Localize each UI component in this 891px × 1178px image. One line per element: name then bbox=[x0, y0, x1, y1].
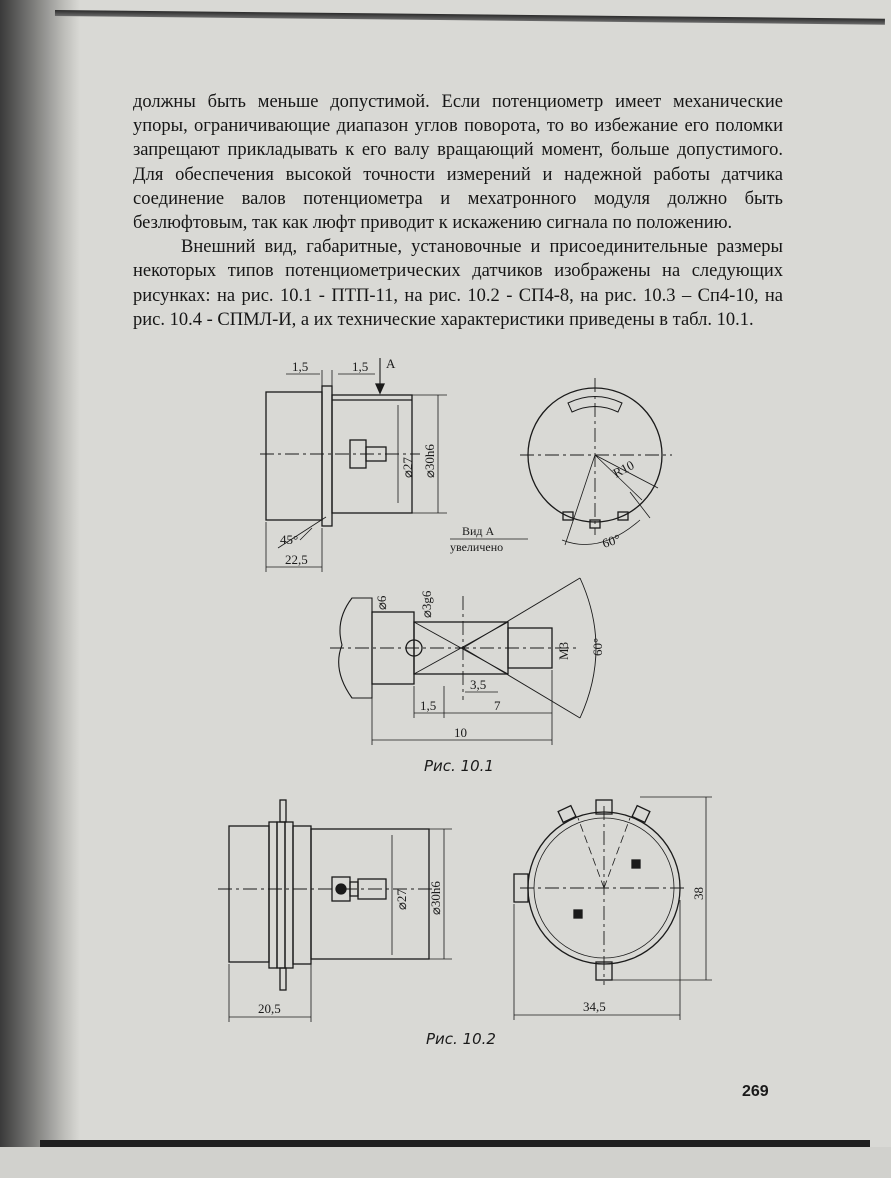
fig1-dia27: ⌀27 bbox=[400, 457, 415, 478]
figure-2-caption: Рис. 10.2 bbox=[426, 1030, 496, 1048]
fig1-dim-15: 1,5 bbox=[420, 698, 437, 713]
fig1-thread: M3 bbox=[556, 641, 571, 660]
fig1-dim-2: 1,5 bbox=[352, 359, 369, 374]
fig2-length: 20,5 bbox=[258, 1001, 281, 1016]
fig1-view-label-2: увеличено bbox=[450, 540, 504, 554]
fig1-dim-35: 3,5 bbox=[470, 677, 487, 692]
fig1-view-arrow-label: А bbox=[386, 356, 396, 371]
fig2-front-view bbox=[514, 797, 712, 1020]
fig1-dim-10: 10 bbox=[454, 725, 467, 740]
fig2-width: 34,5 bbox=[583, 999, 606, 1014]
fig1-view-label-1: Вид А bbox=[462, 524, 495, 538]
fig1-length: 22,5 bbox=[285, 552, 308, 567]
fig1-chamfer: 45° bbox=[280, 532, 299, 547]
page-number: 269 bbox=[742, 1083, 769, 1100]
fig2-dia30: ⌀30h6 bbox=[428, 881, 443, 915]
fig2-dia27: ⌀27 bbox=[394, 889, 409, 910]
fig1-angle2: 60° bbox=[590, 637, 605, 656]
fig1-angle: 60° bbox=[600, 530, 623, 551]
paragraph-1: должны быть меньше допустимой. Если потенциометр имеет механические упоры, ограничивающие диапазон углов поворота, то во избежание его поломки запрещают прикладывать к его валу вращающий момент, больше допустимого. Для обеспечения высокой точности измерений и надежной работы датчика соединение валов потенциометра и мехатронного модуля должно быть безлюфтовым, так как люфт приводит к искажению сигнала по положению. bbox=[133, 92, 783, 234]
fig1-dim-1: 1,5 bbox=[292, 359, 309, 374]
fig2-height: 38 bbox=[691, 887, 706, 900]
fig1-dia30: ⌀30h6 bbox=[422, 444, 437, 478]
fig1-view-a bbox=[520, 378, 672, 545]
fig1-dia3: ⌀3g6 bbox=[419, 590, 434, 618]
fig1-dia6: ⌀6 bbox=[374, 595, 389, 610]
figure-1-caption: Рис. 10.1 bbox=[424, 757, 494, 775]
paragraph-2: Внешний вид, габаритные, установочные и присоединительные размеры некоторых типов потенциометрических датчиков изображены на следующих рисунках: на рис. 10.1 - ПТП-11, на рис. 10.2 - СП4-8, на рис. 10.3 – Сп4-10, на рис. 10.4 - СПМЛ-И, а их технические характеристики приведены в табл. 10.1. bbox=[133, 237, 783, 330]
fig1-dim-7: 7 bbox=[494, 698, 501, 713]
fig2-side-view bbox=[218, 800, 452, 1022]
fig1-radius: R10 bbox=[610, 457, 637, 481]
fig1-shaft-detail bbox=[330, 578, 596, 745]
